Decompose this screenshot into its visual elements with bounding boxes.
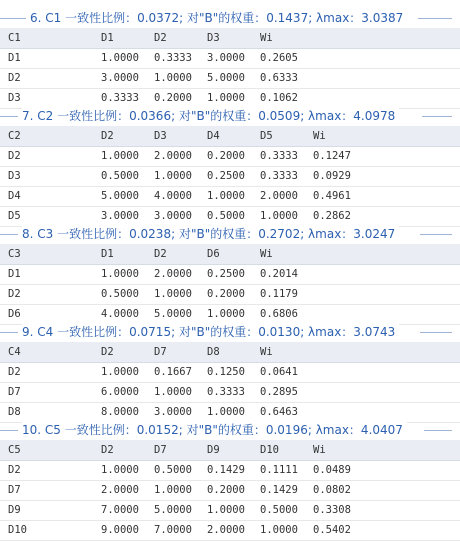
table-cell: 0.0929: [313, 170, 351, 182]
column-header: D3: [154, 130, 167, 142]
table-header-row: [0, 126, 460, 147]
table-cell: 3.0000: [154, 210, 192, 222]
table-row: [0, 69, 460, 89]
table-cell: 0.2014: [260, 268, 298, 280]
table-row: [0, 521, 460, 541]
header-rule-left: [0, 332, 18, 333]
table-cell: 0.5402: [313, 524, 351, 536]
table-cell: 0.0802: [313, 484, 351, 496]
table-cell: 5.0000: [154, 308, 192, 320]
table-cell: 0.5000: [101, 170, 139, 182]
table-cell: 1.0000: [154, 170, 192, 182]
table-cell: 1.0000: [154, 484, 192, 496]
table-cell: 0.1062: [260, 92, 298, 104]
table-cell: 9.0000: [101, 524, 139, 536]
column-header: D2: [154, 248, 167, 260]
table-row: [0, 461, 460, 481]
section-c5: [0, 420, 460, 541]
table-row: [0, 265, 460, 285]
table-cell: 1.0000: [260, 524, 298, 536]
column-header: D7: [154, 346, 167, 358]
table-cell: 3.0000: [207, 52, 245, 64]
header-rule-left: [0, 430, 18, 431]
table-row: [0, 501, 460, 521]
column-header: Wi: [313, 444, 326, 456]
table-row: [0, 363, 460, 383]
row-label: D2: [8, 464, 21, 476]
table-cell: 0.2000: [207, 150, 245, 162]
section-header: [0, 8, 460, 28]
table-cell: 0.1429: [207, 464, 245, 476]
table-row: [0, 481, 460, 501]
header-rule-right: [420, 332, 452, 333]
table-cell: 0.5000: [101, 288, 139, 300]
table-cell: 2.0000: [154, 150, 192, 162]
section-c1: [0, 8, 460, 109]
section-c2: [0, 106, 460, 227]
table-cell: 0.3333: [207, 386, 245, 398]
section-header: [0, 106, 460, 126]
table-header-row: [0, 244, 460, 265]
table-cell: 0.0641: [260, 366, 298, 378]
matrix-table: [0, 342, 460, 423]
section-title: 6. C1 一致性比例：0.0372; 对"B"的权重：0.1437; λmax：3.0387: [30, 8, 407, 28]
matrix-table: [0, 28, 460, 109]
section-title: 7. C2 一致性比例：0.0366; 对"B"的权重：0.0509; λmax：4.0978: [22, 106, 399, 126]
table-row: [0, 285, 460, 305]
header-rule-left: [0, 18, 26, 19]
row-label: D10: [8, 524, 27, 536]
table-cell: 1.0000: [154, 386, 192, 398]
table-cell: 1.0000: [207, 92, 245, 104]
column-header: D3: [207, 32, 220, 44]
column-header: D2: [101, 346, 114, 358]
header-rule-right: [420, 234, 452, 235]
table-cell: 8.0000: [101, 406, 139, 418]
row-label: D5: [8, 210, 21, 222]
column-header: D2: [101, 130, 114, 142]
table-cell: 4.0000: [154, 190, 192, 202]
table-cell: 5.0000: [101, 190, 139, 202]
table-cell: 0.2000: [207, 484, 245, 496]
column-header: D7: [154, 444, 167, 456]
column-header: C2: [8, 130, 21, 142]
section-header: [0, 420, 460, 440]
table-cell: 5.0000: [154, 504, 192, 516]
table-cell: 2.0000: [154, 268, 192, 280]
table-cell: 1.0000: [101, 150, 139, 162]
row-label: D9: [8, 504, 21, 516]
section-header: [0, 322, 460, 342]
table-header-row: [0, 342, 460, 363]
table-cell: 0.3333: [154, 52, 192, 64]
table-cell: 6.0000: [101, 386, 139, 398]
table-row: [0, 49, 460, 69]
column-header: D9: [207, 444, 220, 456]
row-label: D3: [8, 92, 21, 104]
table-cell: 7.0000: [154, 524, 192, 536]
section-title: 10. C5 一致性比例：0.0152; 对"B"的权重：0.0196; λmax：4.0407: [22, 420, 407, 440]
column-header: D5: [260, 130, 273, 142]
table-cell: 1.0000: [101, 268, 139, 280]
column-header: D6: [207, 248, 220, 260]
table-cell: 0.3333: [260, 170, 298, 182]
header-rule-right: [424, 430, 452, 431]
header-rule-left: [0, 116, 18, 117]
table-cell: 0.1111: [260, 464, 298, 476]
column-header: D1: [101, 32, 114, 44]
table-row: [0, 167, 460, 187]
table-cell: 0.1250: [207, 366, 245, 378]
table-cell: 0.5000: [260, 504, 298, 516]
table-cell: 0.5000: [207, 210, 245, 222]
table-cell: 0.2000: [154, 92, 192, 104]
table-cell: 0.3308: [313, 504, 351, 516]
column-header: C1: [8, 32, 21, 44]
table-cell: 0.2895: [260, 386, 298, 398]
row-label: D2: [8, 366, 21, 378]
header-rule-right: [418, 18, 452, 19]
column-header: D4: [207, 130, 220, 142]
header-rule-left: [0, 234, 18, 235]
table-cell: 0.2500: [207, 170, 245, 182]
column-header: D2: [154, 32, 167, 44]
table-cell: 0.6463: [260, 406, 298, 418]
table-cell: 0.4961: [313, 190, 351, 202]
table-row: [0, 187, 460, 207]
table-cell: 1.0000: [207, 504, 245, 516]
table-cell: 0.2605: [260, 52, 298, 64]
table-cell: 0.2862: [313, 210, 351, 222]
section-title: 9. C4 一致性比例：0.0715; 对"B"的权重：0.0130; λmax：3.0743: [22, 322, 399, 342]
table-cell: 1.0000: [101, 52, 139, 64]
table-cell: 1.0000: [101, 464, 139, 476]
column-header: Wi: [260, 248, 273, 260]
table-cell: 4.0000: [101, 308, 139, 320]
table-cell: 2.0000: [207, 524, 245, 536]
row-label: D4: [8, 190, 21, 202]
column-header: C5: [8, 444, 21, 456]
table-cell: 0.1179: [260, 288, 298, 300]
table-cell: 1.0000: [207, 190, 245, 202]
table-cell: 0.1667: [154, 366, 192, 378]
matrix-table: [0, 244, 460, 325]
column-header: Wi: [260, 346, 273, 358]
column-header: Wi: [313, 130, 326, 142]
row-label: D8: [8, 406, 21, 418]
column-header: C3: [8, 248, 21, 260]
table-cell: 0.1247: [313, 150, 351, 162]
table-cell: 0.1429: [260, 484, 298, 496]
table-cell: 0.6333: [260, 72, 298, 84]
row-label: D6: [8, 308, 21, 320]
table-cell: 5.0000: [207, 72, 245, 84]
row-label: D3: [8, 170, 21, 182]
table-cell: 3.0000: [101, 210, 139, 222]
row-label: D1: [8, 52, 21, 64]
table-cell: 1.0000: [260, 210, 298, 222]
matrix-table: [0, 440, 460, 541]
table-cell: 1.0000: [154, 288, 192, 300]
table-cell: 0.0489: [313, 464, 351, 476]
row-label: D2: [8, 150, 21, 162]
table-header-row: [0, 28, 460, 49]
section-title: 8. C3 一致性比例：0.0238; 对"B"的权重：0.2702; λmax：3.0247: [22, 224, 399, 244]
table-cell: 0.2000: [207, 288, 245, 300]
row-label: D1: [8, 268, 21, 280]
table-cell: 0.6806: [260, 308, 298, 320]
table-cell: 7.0000: [101, 504, 139, 516]
table-cell: 3.0000: [154, 406, 192, 418]
column-header: Wi: [260, 32, 273, 44]
column-header: D1: [101, 248, 114, 260]
row-label: D7: [8, 484, 21, 496]
column-header: C4: [8, 346, 21, 358]
section-c3: [0, 224, 460, 325]
row-label: D7: [8, 386, 21, 398]
matrix-table: [0, 126, 460, 227]
table-cell: 1.0000: [154, 72, 192, 84]
column-header: D8: [207, 346, 220, 358]
table-cell: 2.0000: [260, 190, 298, 202]
section-c4: [0, 322, 460, 423]
table-cell: 0.3333: [260, 150, 298, 162]
table-header-row: [0, 440, 460, 461]
table-cell: 1.0000: [207, 406, 245, 418]
table-cell: 3.0000: [101, 72, 139, 84]
row-label: D2: [8, 72, 21, 84]
table-cell: 0.3333: [101, 92, 139, 104]
table-cell: 0.2500: [207, 268, 245, 280]
table-cell: 1.0000: [207, 308, 245, 320]
table-cell: 1.0000: [101, 366, 139, 378]
table-row: [0, 383, 460, 403]
table-row: [0, 147, 460, 167]
table-cell: 0.5000: [154, 464, 192, 476]
section-header: [0, 224, 460, 244]
header-rule-right: [422, 116, 452, 117]
column-header: D10: [260, 444, 279, 456]
column-header: D2: [101, 444, 114, 456]
table-cell: 2.0000: [101, 484, 139, 496]
row-label: D2: [8, 288, 21, 300]
